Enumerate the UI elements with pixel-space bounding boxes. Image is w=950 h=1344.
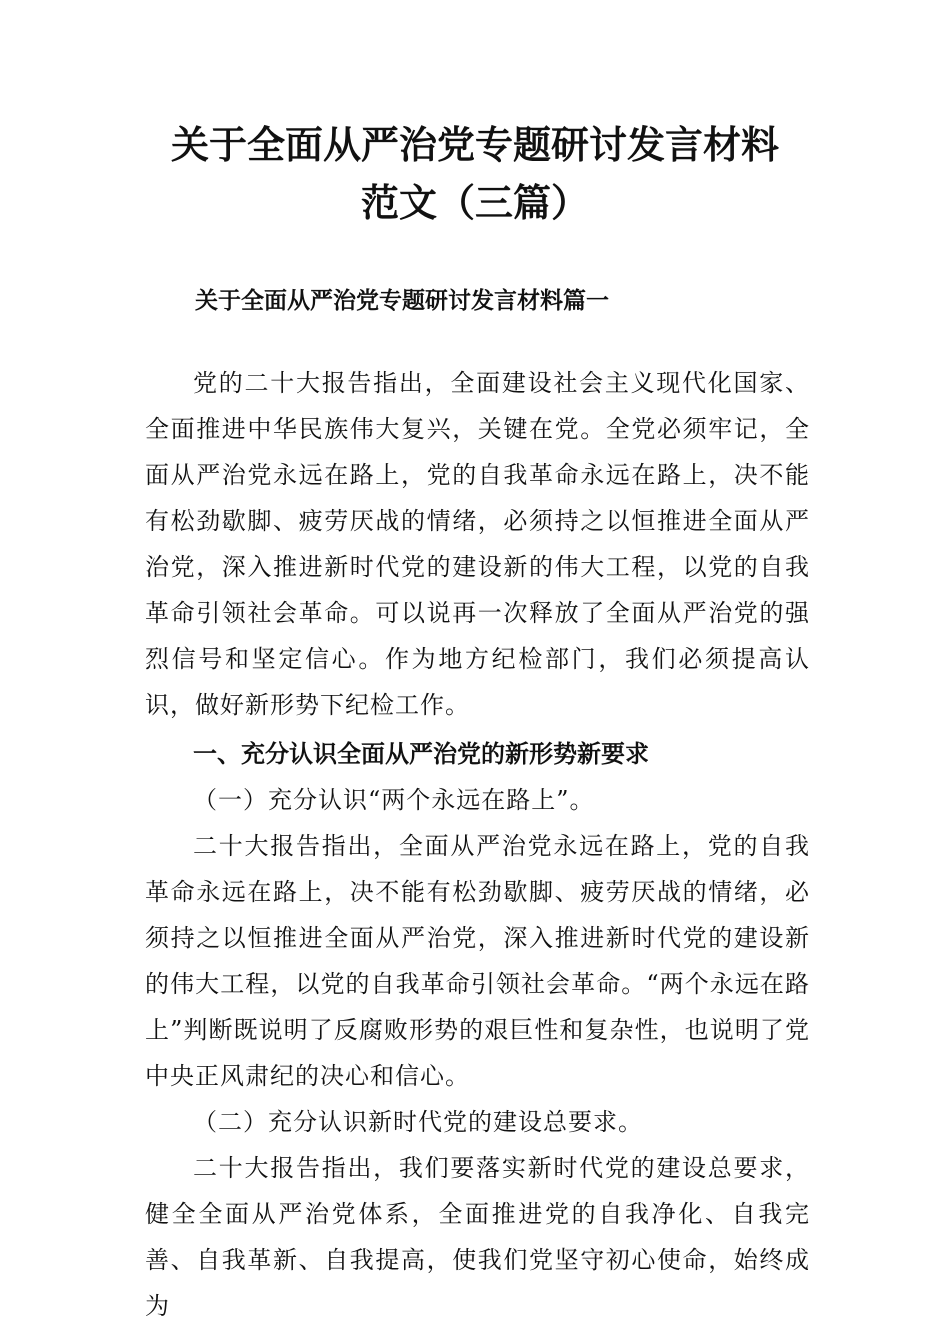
document-body bbox=[145, 360, 810, 1329]
section-heading-bold: 一、充分认识全面从严治党的新形势新要求 bbox=[193, 740, 649, 768]
document-title-line-2: 范文（三篇） bbox=[360, 181, 589, 225]
body-paragraph: 二十大报告指出，全面从严治党永远在路上，党的自我革命永远在路上，决不能有松劲歇脚、疲劳厌战的情绪，必须持之以恒推进全面从严治党，深入推进新时代党的建设新的伟大工程，以党的自我革命引领社会革命。“两个永远在路上”判断既说明了反腐败形势的艰巨性和复杂性，也说明了党中央正风肃纪的决心和信心。 bbox=[145, 832, 810, 1090]
subsection-heading: （二）充分认识新时代党的建设总要求。 bbox=[193, 1108, 643, 1136]
subsection-heading: （一）充分认识“两个永远在路上”。 bbox=[193, 786, 595, 814]
article-heading: 关于全面从严治党专题研讨发言材料篇一 bbox=[195, 288, 609, 314]
document-title-line-1: 关于全面从严治党专题研讨发言材料 bbox=[170, 123, 779, 167]
body-paragraph: 党的二十大报告指出，全面建设社会主义现代化国家、全面推进中华民族伟大复兴，关键在党。全党必须牢记，全面从严治党永远在路上，党的自我革命永远在路上，决不能有松劲歇脚、疲劳厌战的情绪，必须持之以恒推进全面从严治党，深入推进新时代党的建设新的伟大工程，以党的自我革命引领社会革命。可以说再一次释放了全面从严治党的强烈信号和坚定信心。作为地方纪检部门，我们必须提高认识，做好新形势下纪检工作。 bbox=[145, 369, 810, 719]
body-paragraph: 二十大报告指出，我们要落实新时代党的建设总要求，健全全面从严治党体系，全面推进党的自我净化、自我完善、自我革新、自我提高，使我们党坚守初心使命，始终成为 bbox=[145, 1154, 810, 1320]
